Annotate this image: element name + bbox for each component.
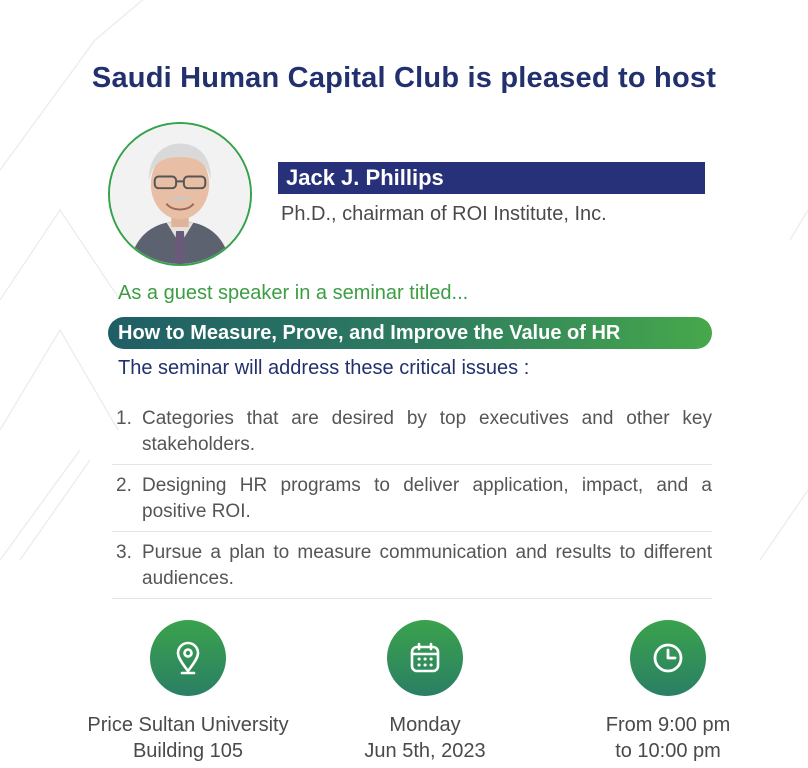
location-line-2: Building 105	[132, 740, 244, 762]
time-line-1: From 9:00 pm	[605, 714, 731, 736]
seminar-intro: As a guest speaker in a seminar titled...	[118, 282, 469, 304]
speaker-photo	[108, 122, 252, 266]
issue-number: 3.	[116, 542, 132, 563]
issue-number: 2.	[116, 475, 132, 496]
issues-heading: The seminar will address these critical issues :	[118, 357, 530, 379]
issue-text: Designing HR programs to deliver application, impact, and a positive ROI.	[142, 475, 712, 522]
speaker-name: Jack J. Phillips	[278, 162, 705, 194]
date-info	[295, 620, 555, 764]
location-pin-icon	[150, 620, 226, 696]
issue-item	[112, 402, 712, 465]
issue-item	[112, 536, 712, 599]
page-title: Saudi Human Capital Club is pleased to host	[91, 62, 717, 94]
issues-list	[112, 402, 712, 599]
date-line-2: Jun 5th, 2023	[364, 740, 486, 762]
calendar-icon	[387, 620, 463, 696]
clock-icon	[630, 620, 706, 696]
issue-number: 1.	[116, 408, 132, 429]
time-info	[538, 620, 798, 764]
location-info	[58, 620, 318, 764]
location-line-1: Price Sultan University	[87, 714, 289, 736]
issue-text: Pursue a plan to measure communication and results to different audiences.	[142, 542, 712, 589]
issue-text: Categories that are desired by top executives and other key stakeholders.	[142, 408, 712, 455]
seminar-title: How to Measure, Prove, and Improve the Value of HR	[108, 317, 712, 349]
speaker-title: Ph.D., chairman of ROI Institute, Inc.	[281, 203, 607, 225]
date-line-1: Monday	[389, 714, 461, 736]
time-line-2: to 10:00 pm	[615, 740, 721, 762]
issue-item	[112, 469, 712, 532]
